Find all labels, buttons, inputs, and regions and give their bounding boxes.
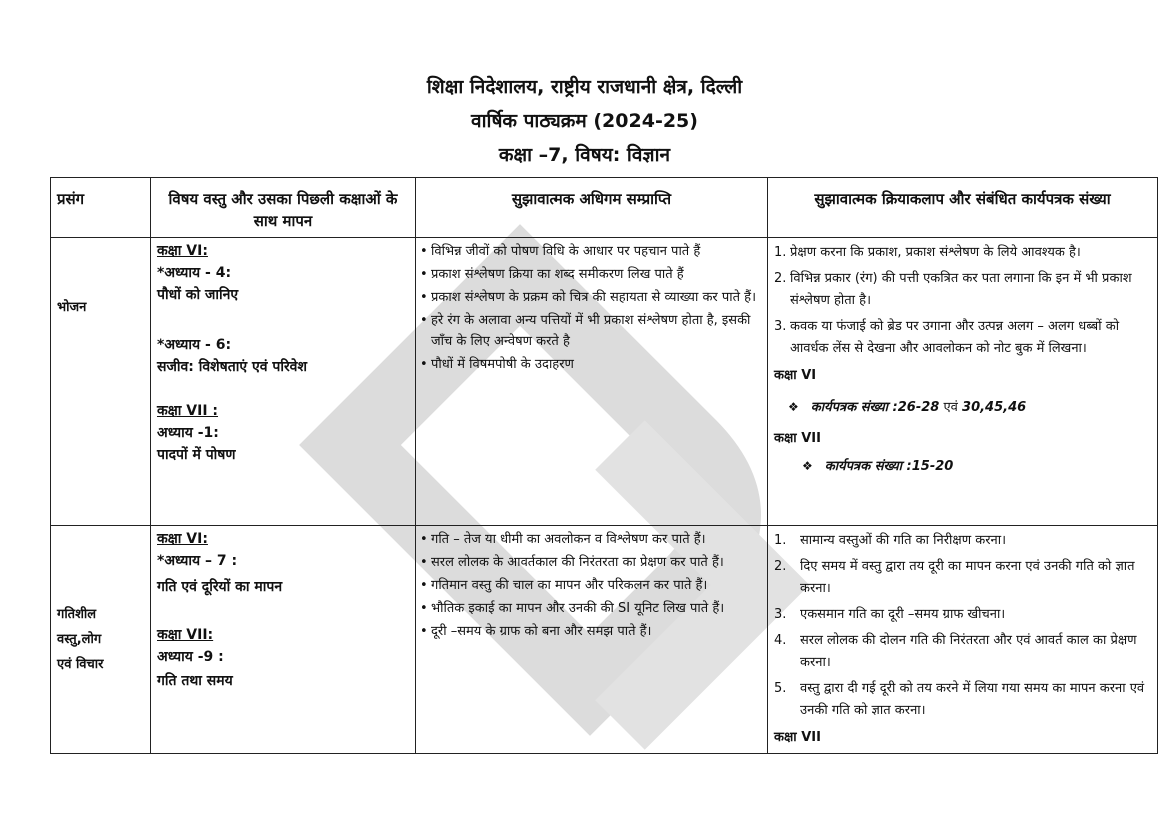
chapter-name: सजीव: विशेषताएं एवं परिवेश [157,359,307,375]
chapter-name: गति एवं दूरियों का मापन [157,579,283,595]
class-vii-label: कक्षा VII [774,431,821,446]
list-item: 1. प्रेक्षण करना कि प्रकाश, प्रकाश संश्लेषण के लिये आवश्यक है। [774,245,1081,260]
activities-cell [768,526,1158,754]
worksheet-line: ❖ कार्यपत्रक संख्या :26-28 एवं 30,45,46 [788,400,1027,415]
table-row [51,526,1158,754]
class-vi-label: कक्षा VI [774,368,817,383]
list-item: 2. दिए समय में वस्तु द्वारा तय दूरी का मापन करना एवं उनकी गति को ज्ञात करना। [774,559,1135,596]
chapter-number: अध्याय -1: [157,425,219,441]
content-cell [151,238,416,526]
header-line-directorate: शिक्षा निदेशालय, राष्ट्रीय राजधानी क्षेत्र, दिल्ली [426,76,743,98]
header-content: विषय वस्तु और उसका पिछली कक्षाओं के साथ मापन [151,178,416,238]
list-item: 2. विभिन्न प्रकार (रंग) की पत्ती एकत्रित कर पता लगाना कि इन में भी प्रकाश संश्लेषण होता है। [774,271,1132,308]
list-item: 3. एकसमान गति का दूरी –समय ग्राफ खीचना। [774,607,1006,622]
list-item: 1. सामान्य वस्तुओं की गति का निरीक्षण करना। [774,533,1007,548]
table-header-row [51,178,1158,238]
header-activities: सुझावात्मक क्रियाकलाप और संबंधित कार्यपत्रक संख्या [768,178,1158,238]
list-item: • सरल लोलक के आवर्तकाल की निरंतरता का प्रेक्षण कर पाते हैं। [420,552,763,573]
header-line-syllabus: वार्षिक पाठ्यक्रम (2024-25) [471,110,698,132]
content-cell [151,526,416,754]
list-item: • प्रकाश संश्लेषण क्रिया का शब्द समीकरण लिख पाते हैं [420,264,763,285]
list-item: 5. वस्तु द्वारा दी गई दूरी को तय करने में लिया गया समय का मापन करना एवं उनकी गति को ज्ञात करना। [774,681,1145,718]
list-item: • भौतिक इकाई का मापन और उनकी की SI यूनिट लिख पाते हैं। [420,598,763,619]
class-label: कक्षा VII : [157,403,219,419]
class-vii-label: कक्षा VII [774,730,821,745]
syllabus-table [50,177,1158,754]
list-item: • विभिन्न जीवों को पोषण विधि के आधार पर पहचान पाते हैं [420,241,763,262]
class-label: कक्षा VII: [157,627,214,643]
header-outcomes: सुझावात्मक अधिगम सम्प्राप्ति [416,178,768,238]
list-item: • हरे रंग के अलावा अन्य पत्तियों में भी प्रकाश संश्लेषण होता है, इसकी जाँच के लिए अन्वेषण करते है [420,310,763,352]
chapter-name: गति तथा समय [157,673,233,689]
diamond-bullet-icon: ❖ [802,459,813,473]
chapter-number: *अध्याय – 7 : [157,553,238,569]
header-topic: प्रसंग [51,178,151,238]
activities-cell [768,238,1158,526]
chapter-number: *अध्याय - 6: [157,337,232,353]
list-item: • प्रकाश संश्लेषण के प्रक्रम को चित्र की सहायता से व्याख्या कर पाते हैं। [420,287,763,308]
outcomes-cell [416,238,768,526]
class-label: कक्षा VI: [157,243,208,259]
chapter-number: अध्याय -9 : [157,649,224,665]
class-label: कक्षा VI: [157,531,208,547]
list-item: 4. सरल लोलक की दोलन गति की निरंतरता और एवं आवर्त काल का प्रेक्षण करना। [774,633,1137,670]
list-item: • गति – तेज या धीमी का अवलोकन व विश्लेषण कर पाते हैं। [420,529,763,550]
diamond-bullet-icon: ❖ [788,400,799,414]
chapter-name: पौधों को जानिए [157,287,239,303]
list-item: • दूरी –समय के ग्राफ को बना और समझ पाते हैं। [420,621,763,642]
header-line-class-subject: कक्षा –7, विषय: विज्ञान [498,144,671,166]
list-item: • गतिमान वस्तु की चाल का मापन और परिकलन कर पाते हैं। [420,575,763,596]
chapter-number: *अध्याय - 4: [157,265,232,281]
worksheet-line: ❖ कार्यपत्रक संख्या :15-20 [802,459,954,474]
chapter-name: पादपों में पोषण [157,447,236,463]
list-item: • पौधों में विषमपोषी के उदाहरण [420,354,763,375]
table-row [51,238,1158,526]
outcomes-cell [416,526,768,754]
topic-cell: भोजन [51,238,151,526]
topic-cell: गतिशील वस्तु,लोग एवं विचार [51,526,151,754]
list-item: 3. कवक या फंजाई को ब्रेड पर उगाना और उत्पन्न अलग – अलग धब्बों को आवर्धक लेंस से देखना और आवलोकन को नोट बुक में लिखना। [774,319,1120,356]
